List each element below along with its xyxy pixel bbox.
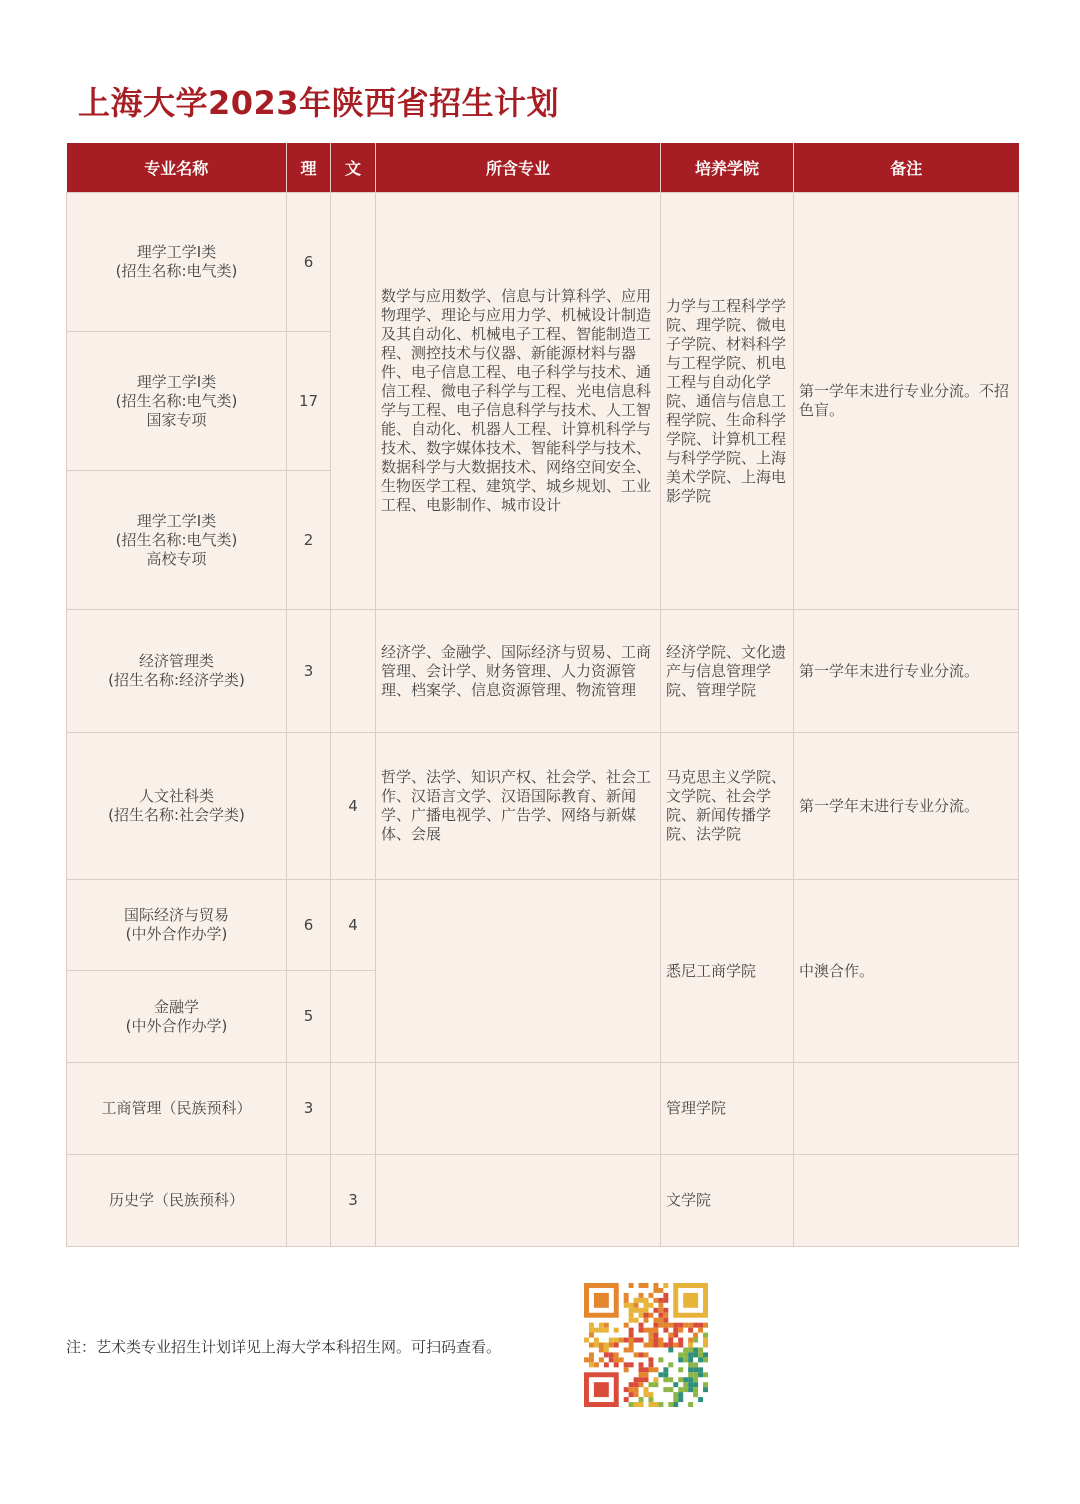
header-arts: 文	[331, 143, 376, 193]
remark-cell: 第一学年末进行专业分流。	[794, 733, 1019, 880]
header-college: 培养学院	[661, 143, 794, 193]
major-name-cell	[67, 880, 287, 971]
included-majors-cell	[376, 880, 661, 1063]
major-name-line: (招生名称:经济学类)	[108, 671, 245, 689]
arts-quota: 4	[331, 733, 376, 880]
major-name-line: 金融学	[153, 997, 199, 1016]
table-row	[67, 1063, 1019, 1155]
major-name-cell	[67, 471, 287, 610]
science-quota: 5	[287, 971, 331, 1063]
major-name-line: (招生名称:电气类)	[115, 262, 238, 280]
arts-quota: 3	[331, 1155, 376, 1247]
included-majors-cell: 哲学、法学、知识产权、社会学、社会工作、汉语言文学、汉语国际教育、新闻学、广播电视学、广告学、网络与新媒体、会展	[376, 733, 661, 880]
major-name-cell	[67, 193, 287, 332]
included-majors-cell	[376, 1155, 661, 1247]
major-name-cell	[67, 332, 287, 471]
major-name-line: (招生名称:社会学类)	[108, 806, 245, 824]
major-name-line: (中外合作办学)	[125, 1016, 228, 1035]
page-title: 上海大学2023年陕西省招生计划	[78, 84, 560, 122]
science-quota: 6	[287, 880, 331, 971]
science-quota: 6	[287, 193, 331, 332]
college-cell: 经济学院、文化遗产与信息管理学院、管理学院	[661, 610, 794, 733]
college-cell: 力学与工程科学学院、理学院、微电子学院、材料科学与工程学院、机电工程与自动化学院、通信与信息工程学院、生命科学学院、计算机工程与科学学院、上海美术学院、上海电影学院	[661, 193, 794, 610]
major-name-line: 工商管理（民族预科）	[101, 1099, 252, 1117]
header-remark: 备注	[794, 143, 1019, 193]
header-science: 理	[287, 143, 331, 193]
major-name-line: 理学工学I类	[136, 372, 217, 391]
science-quota: 2	[287, 471, 331, 610]
major-name-cell	[67, 971, 287, 1063]
college-cell: 马克思主义学院、文学院、社会学院、新闻传播学院、法学院	[661, 733, 794, 880]
enrollment-table	[66, 143, 1019, 1247]
major-name-cell	[67, 1155, 287, 1247]
major-name-line: (中外合作办学)	[125, 925, 228, 943]
major-name-line: 人文社科类	[138, 787, 214, 805]
included-majors-cell: 经济学、金融学、国际经济与贸易、工商管理、会计学、财务管理、人力资源管理、档案学、信息资源管理、物流管理	[376, 610, 661, 733]
major-name-line: 历史学（民族预科）	[108, 1191, 244, 1209]
major-name-cell	[67, 610, 287, 733]
header-major-name: 专业名称	[67, 143, 287, 193]
arts-quota	[331, 971, 376, 1063]
major-name-line: 国际经济与贸易	[123, 906, 229, 924]
arts-quota	[331, 610, 376, 733]
major-name-line: 国家专项	[146, 410, 207, 429]
table-row	[67, 193, 1019, 332]
remark-cell: 第一学年末进行专业分流。	[794, 610, 1019, 733]
arts-quota: 4	[331, 880, 376, 971]
science-quota	[287, 733, 331, 880]
college-cell: 管理学院	[661, 1063, 794, 1155]
remark-cell	[794, 1155, 1019, 1247]
table-row	[67, 610, 1019, 733]
arts-quota	[331, 193, 376, 610]
footnote: 注：艺术类专业招生计划详见上海大学本科招生网。可扫码查看。	[66, 1338, 502, 1356]
college-cell: 文学院	[661, 1155, 794, 1247]
table-header-row	[67, 143, 1019, 193]
major-name-line: 理学工学I类	[136, 511, 217, 530]
science-quota: 3	[287, 1063, 331, 1155]
science-quota	[287, 1155, 331, 1247]
major-name-line: 理学工学I类	[136, 243, 217, 261]
science-quota: 17	[287, 332, 331, 471]
included-majors-cell: 数学与应用数学、信息与计算科学、应用物理学、理论与应用力学、机械设计制造及其自动化、机械电子工程、智能制造工程、测控技术与仪器、新能源材料与器件、电子信息工程、电子科学与技术、通信工程、微电子科学与工程、光电信息科学与工程、电子信息科学与技术、人工智能、自动化、机器人工程、计算机科学与技术、数字媒体技术、智能科学与技术、数据科学与大数据技术、网络空间安全、生物医学工程、建筑学、城乡规划、工业工程、电影制作、城市设计	[376, 193, 661, 610]
qr-code-icon[interactable]	[584, 1283, 708, 1407]
major-name-cell	[67, 733, 287, 880]
major-name-line: 高校专项	[146, 549, 207, 568]
major-name-line: 经济管理类	[138, 652, 214, 670]
major-name-line: (招生名称:电气类)	[115, 530, 238, 549]
table-row	[67, 1155, 1019, 1247]
table-row	[67, 880, 1019, 971]
remark-cell	[794, 1063, 1019, 1155]
header-included-majors: 所含专业	[376, 143, 661, 193]
major-name-line: (招生名称:电气类)	[115, 391, 238, 410]
arts-quota	[331, 1063, 376, 1155]
college-cell: 悉尼工商学院	[661, 880, 794, 1063]
science-quota: 3	[287, 610, 331, 733]
major-name-cell	[67, 1063, 287, 1155]
remark-cell: 第一学年末进行专业分流。不招色盲。	[794, 193, 1019, 610]
table-row	[67, 733, 1019, 880]
remark-cell: 中澳合作。	[794, 880, 1019, 1063]
included-majors-cell	[376, 1063, 661, 1155]
